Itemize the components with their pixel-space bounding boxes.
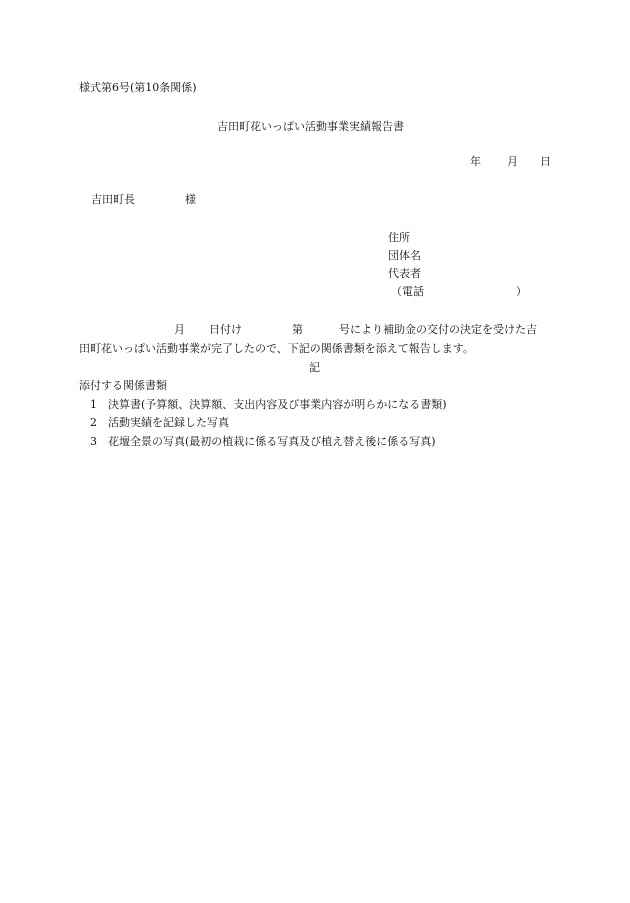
phone-close: ） (516, 285, 527, 298)
date-month: 月 (507, 155, 518, 168)
addressee-honorific: 様 (185, 193, 196, 206)
item-number: 1 (90, 398, 97, 411)
item-number: 3 (90, 435, 97, 448)
body-date-suffix: 日付け (209, 323, 242, 336)
phone-open: （電話 (391, 285, 424, 298)
body-line1-rest: 号により補助金の交付の決定を受けた吉 (339, 323, 537, 336)
date-day: 日 (540, 155, 551, 168)
document-title: 吉田町花いっぱい活動事業実績報告書 (217, 120, 404, 133)
representative-label: 代表者 (388, 267, 421, 280)
body-line2: 田町花いっぱい活動事業が完了したので、下記の関係書類を添えて報告します。 (79, 342, 474, 355)
item-text: 決算書(予算額、決算額、支出内容及び事業内容が明らかになる書類) (108, 398, 447, 411)
item-text: 活動実績を記録した写真 (108, 416, 229, 429)
addressee-name: 吉田町長 (91, 193, 135, 206)
form-number: 様式第6号(第10条関係) (79, 81, 197, 94)
ki-heading: 記 (309, 361, 320, 374)
item-number: 2 (90, 416, 97, 429)
attachments-heading: 添付する関係書類 (79, 379, 167, 392)
item-text: 花壇全景の写真(最初の植栽に係る写真及び植え替え後に係る写真) (108, 435, 436, 448)
group-name-label: 団体名 (388, 249, 421, 262)
body-month: 月 (174, 323, 185, 336)
date-year: 年 (470, 155, 481, 168)
body-number-prefix: 第 (292, 323, 303, 336)
address-label: 住所 (388, 231, 410, 244)
